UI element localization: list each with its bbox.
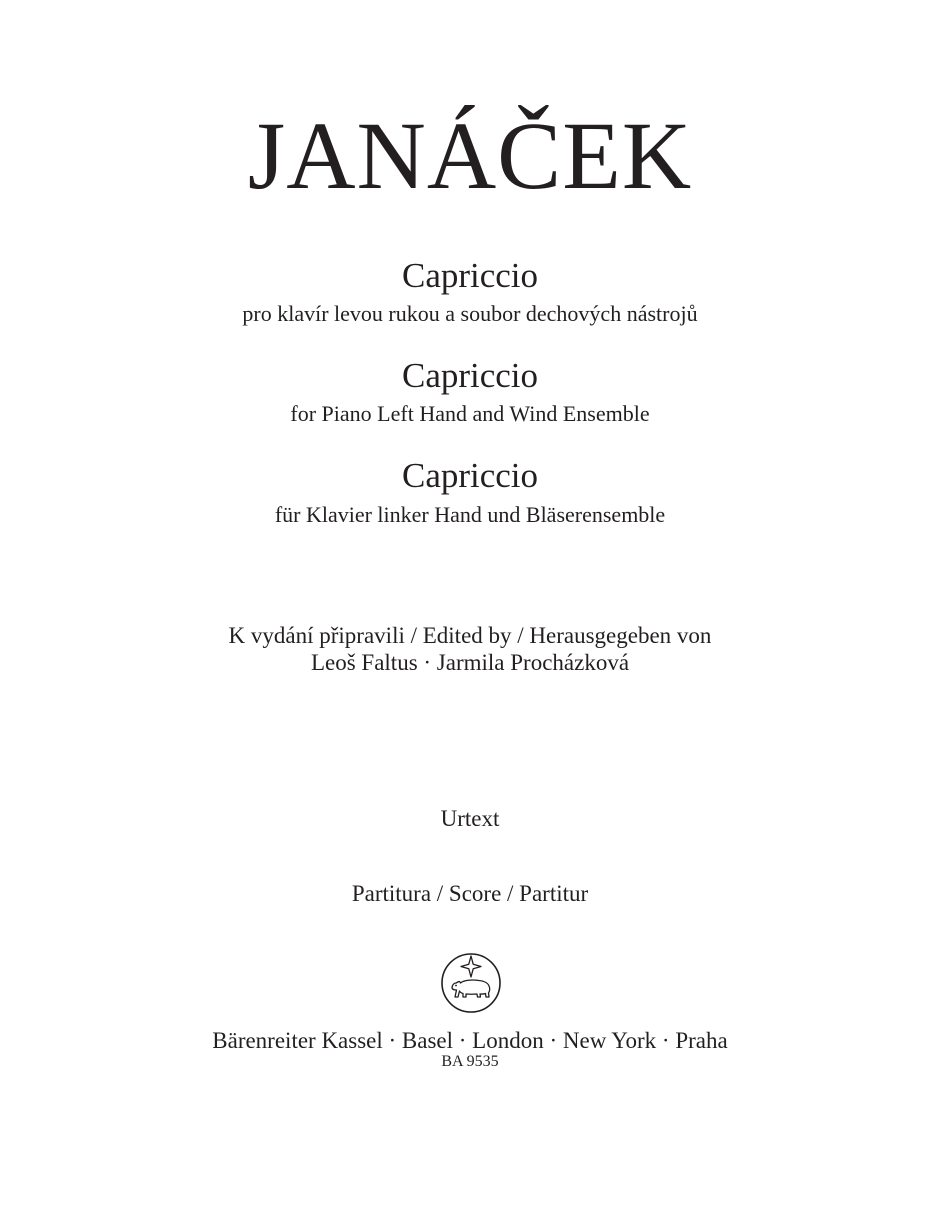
title-czech: Capriccio: [401, 256, 539, 295]
subtitle-english: for Piano Left Hand and Wind Ensemble: [290, 401, 650, 426]
subtitle-german: für Klavier linker Hand und Bläserensemble: [274, 502, 666, 527]
baerenreiter-bear-star-logo-icon: [440, 952, 502, 1014]
title-german: Capriccio: [401, 456, 539, 495]
catalog-number: BA 9535: [441, 1053, 499, 1070]
title-english: Capriccio: [401, 356, 539, 395]
composer-name: JANÁČEK: [247, 102, 693, 209]
subtitle-czech: pro klavír levou rukou a soubor dechových nástrojů: [242, 301, 698, 326]
editors-label: K vydání připravili / Edited by / Herausgegeben von: [228, 623, 712, 648]
editors-names: Leoš Faltus · Jarmila Procházková: [310, 650, 630, 675]
edition-type: Urtext: [440, 806, 500, 831]
publisher-cities: Bärenreiter Kassel · Basel · London · New York · Praha: [212, 1028, 728, 1053]
score-format: Partitura / Score / Partitur: [351, 881, 589, 906]
